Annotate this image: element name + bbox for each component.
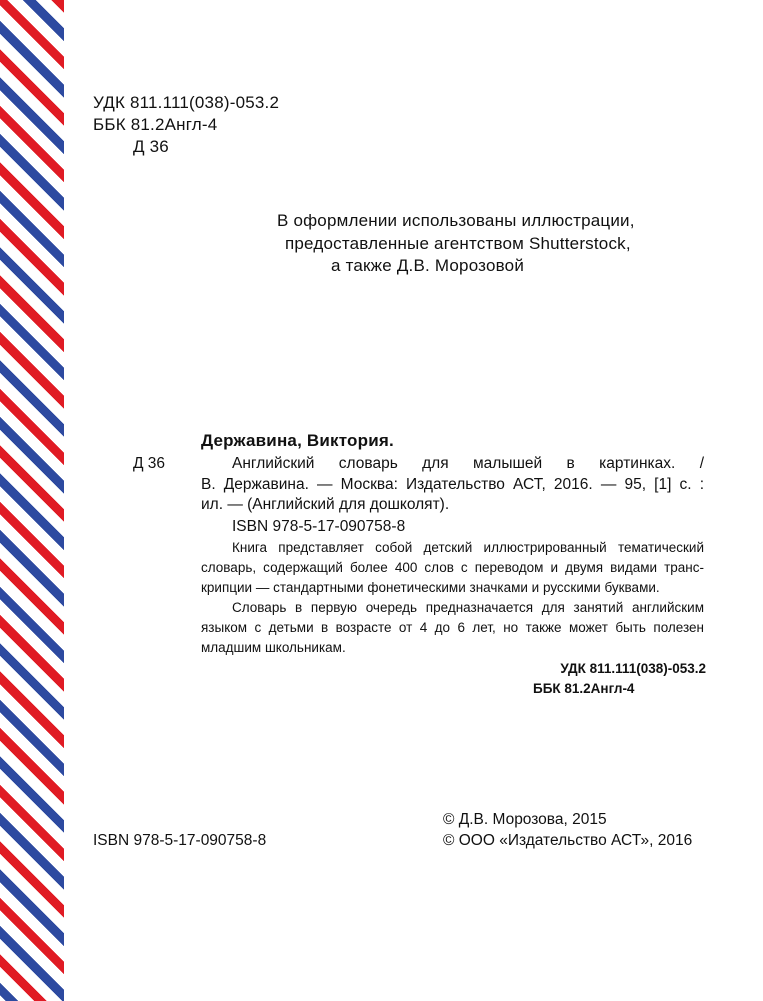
header-bbk: ББК 81.2Англ-4 (93, 115, 218, 134)
abstract-line-2: словарь, содержащий более 400 слов с переводом и двумя видами транс- (201, 560, 704, 575)
header-code: Д 36 (133, 137, 169, 156)
copyright-author: © Д.В. Морозова, 2015 (443, 811, 607, 828)
record-bbk: ББК 81.2Англ-4 (533, 681, 635, 696)
abstract-line-5: языком с детьми в возрасте от 4 до 6 лет, но также может быть полезен (201, 620, 704, 635)
record-line-3: ил. — (Английский для дошколят). (201, 496, 450, 513)
record-line-2: В. Державина. — Москва: Издательство АСТ, 2016. — 95, [1] с. : (201, 476, 704, 493)
credits-line-1: В оформлении использованы иллюстрации, (277, 211, 635, 230)
record-isbn: ISBN 978-5-17-090758-8 (232, 518, 406, 535)
abstract-line-3: крипции — стандартными фонетическими значками и русскими буквами. (201, 580, 660, 595)
footer-isbn: ISBN 978-5-17-090758-8 (93, 832, 267, 849)
copyright-publisher: © ООО «Издательство АСТ», 2016 (443, 832, 693, 849)
decorative-stripe-border (0, 0, 64, 1001)
record-code: Д 36 (133, 455, 166, 472)
abstract-line-1: Книга представляет собой детский иллюстрированный тематический (232, 540, 704, 555)
record-line-1: Английский словарь для малышей в картинках. / (232, 455, 704, 472)
record-author: Державина, Виктория. (201, 431, 394, 450)
abstract-line-6: младшим школьникам. (201, 640, 346, 655)
abstract-line-4: Словарь в первую очередь предназначается для занятий английским (232, 600, 704, 615)
credits-line-3: а также Д.В. Морозовой (331, 256, 525, 275)
header-udk: УДК 811.111(038)-053.2 (93, 93, 280, 112)
credits-line-2: предоставленные агентством Shutterstock, (285, 234, 631, 253)
record-udk: УДК 811.111(038)-053.2 (560, 661, 706, 676)
